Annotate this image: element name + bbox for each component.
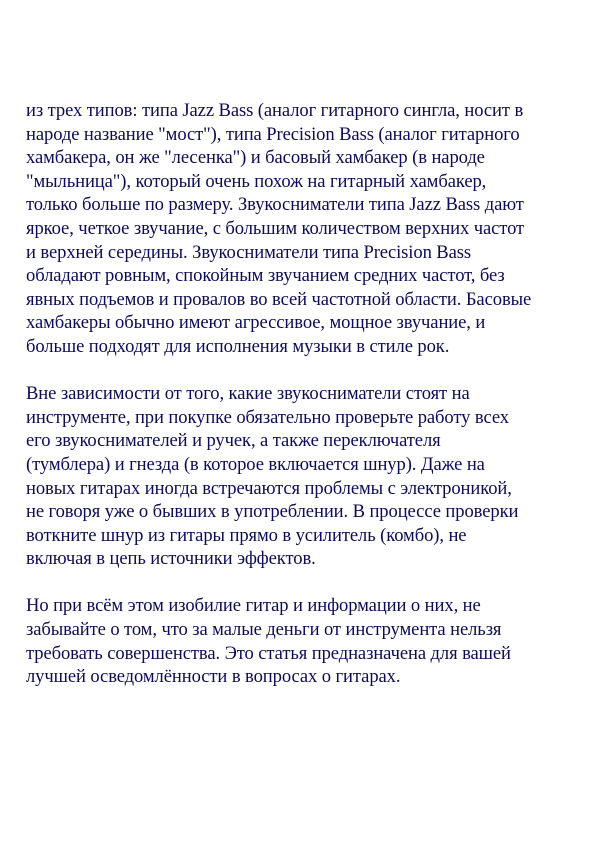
text-line: не говоря уже о бывших в употреблении. В процессе проверки <box>26 501 519 523</box>
text-line: включая в цепь источники эффектов. <box>26 548 316 570</box>
text-line: хамбакера, он же "лесенка") и басовый хамбакер (в народе <box>26 147 485 169</box>
text-line: и верхней середины. Звукосниматели типа Precision Bass <box>26 241 472 263</box>
text-line: забывайте о том, что за малые деньги от инструмента нельзя <box>26 619 502 641</box>
text-line: инструменте, при покупке обязательно проверьте работу всех <box>26 406 509 428</box>
text-line: Вне зависимости от того, какие звукосниматели стоят на <box>26 383 470 405</box>
text-line: больше подходят для исполнения музыки в стиле рок. <box>26 335 450 357</box>
text-line: из трех типов: типа Jazz Bass (аналог гитарного сингла, носит в <box>26 100 524 121</box>
text-line: Но при всём этом изобилие гитар и информации о них, не <box>26 595 481 617</box>
text-line: только больше по размеру. Звукосниматели типа Jazz Bass дают <box>26 194 524 216</box>
text-line: воткните шнур из гитары прямо в усилитель (комбо), не <box>26 524 467 546</box>
text-line: явных подъемов и провалов во всей частотной области. Басовые <box>26 288 532 310</box>
document-body <box>26 99 586 712</box>
text-line: лучшей осведомлённости в вопросах о гитарах. <box>26 666 401 688</box>
text-line: обладают ровным, спокойным звучанием средних частот, без <box>26 265 505 287</box>
text-line: его звукоснимателей и ручек, а также переключателя <box>26 430 441 452</box>
paragraph-conclusion <box>26 594 586 688</box>
text-line: требовать совершенства. Это статья предназначена для вашей <box>26 642 511 664</box>
text-line: новых гитарах иногда встречаются проблемы с электроникой, <box>26 477 512 499</box>
paragraph-pickup-types <box>26 99 586 359</box>
text-line: хамбакеры обычно имеют агрессивое, мощное звучание, и <box>26 312 486 334</box>
text-line: "мыльница"), который очень похож на гитарный хамбакер, <box>26 170 487 192</box>
paragraph-check-electronics <box>26 382 586 571</box>
text-line: (тумблера) и гнезда (в которое включается шнур). Даже на <box>26 453 485 475</box>
text-line: яркое, четкое звучание, с большим количеством верхних частот <box>26 217 525 239</box>
text-line: народе название "мост"), типа Precision Bass (аналог гитарного <box>26 123 520 145</box>
